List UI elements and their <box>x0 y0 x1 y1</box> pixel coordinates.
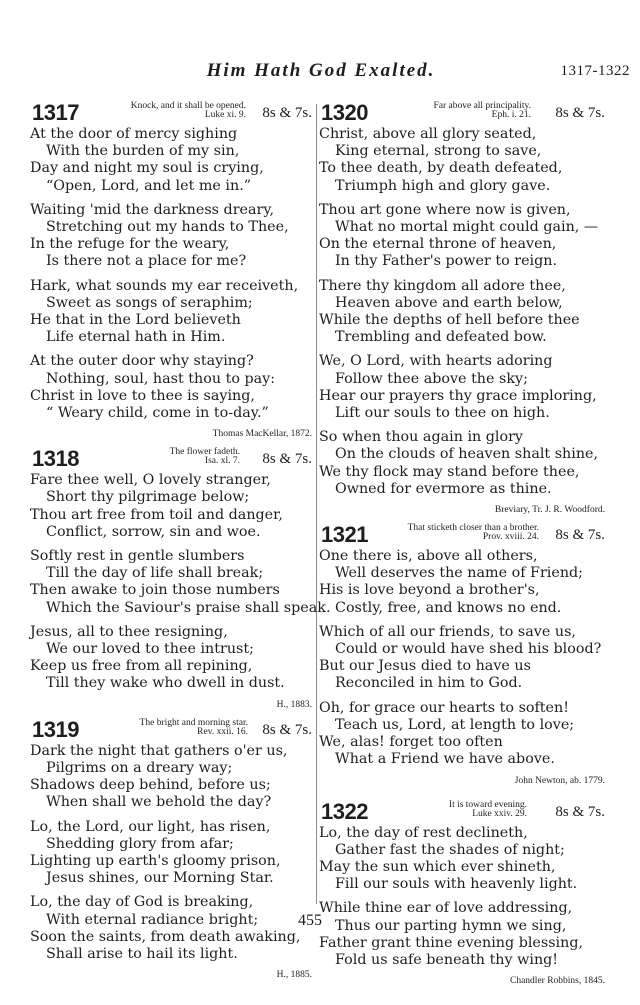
verse-line: Shedding glory from afar; <box>46 835 234 852</box>
hymn-header <box>30 717 312 743</box>
verse-line: Keep us free from all repining, <box>30 658 253 675</box>
verse-line: Shall arise to hail its light. <box>46 945 238 962</box>
verse-line: Which of all our friends, to save us, <box>319 623 576 640</box>
stanza <box>319 353 605 422</box>
scripture-reference: Eph. i. 21. <box>491 110 531 120</box>
verse-line: There thy kingdom all adore thee, <box>319 277 566 294</box>
verse-line: May the sun which ever shineth, <box>319 858 556 875</box>
caption-text: It is toward evening. <box>448 799 527 810</box>
hymn-header <box>30 446 312 472</box>
verse-line: “ Weary child, come in to-day.” <box>46 405 269 422</box>
column-divider <box>316 104 317 904</box>
hymn-meter: 8s & 7s. <box>262 105 312 121</box>
verse-line: Teach us, Lord, at length to love; <box>335 716 575 733</box>
verse-line: Till the day of life shall break; <box>46 565 264 582</box>
verse-line: We, alas! forget too often <box>319 734 503 751</box>
verse-line: Nothing, soul, hast thou to pay: <box>46 370 276 387</box>
verse-line: Gather fast the shades of night; <box>335 841 565 858</box>
stanza <box>319 278 605 347</box>
hymn-header <box>319 100 605 126</box>
running-title: Him Hath God Exalted. <box>206 60 436 81</box>
verse-line: We, O Lord, with hearts adoring <box>319 353 553 370</box>
caption-text: Knock, and it shall be opened. <box>130 101 246 111</box>
verse-line: Well deserves the name of Friend; <box>335 565 584 582</box>
stanza <box>30 819 312 888</box>
verse-line: Life eternal hath in Him. <box>46 329 226 346</box>
verse-line: One there is, above all others, <box>319 548 538 565</box>
stanza <box>319 126 605 195</box>
verse-line: Lo, the day of rest declineth, <box>319 824 528 841</box>
stanza <box>319 624 605 693</box>
scripture-reference: Luke xi. 9. <box>204 110 246 120</box>
stanza <box>319 429 605 498</box>
verse-line: On the eternal throne of heaven, <box>319 236 557 253</box>
hymn-number: 1317 <box>32 100 79 125</box>
verse-line: Heaven above and earth below, <box>335 294 563 311</box>
verse-line: Christ, above all glory seated, <box>319 126 537 142</box>
verse-line: So when thou again in glory <box>319 429 524 446</box>
stanza <box>319 548 605 617</box>
verse-line: But our Jesus died to have us <box>319 658 531 675</box>
verse-line: Oh, for grace our hearts to soften! <box>319 699 569 716</box>
verse-line: Fold us safe beneath thy wing! <box>335 951 559 968</box>
verse-line: Hark, what sounds my ear receiveth, <box>30 277 299 294</box>
hymn-meter: 8s & 7s. <box>262 721 312 738</box>
hymn-number: 1321 <box>321 522 368 548</box>
hymn-block <box>319 522 605 786</box>
hymn-number: 1318 <box>32 446 79 472</box>
verse-line: Lo, the day of God is breaking, <box>30 894 254 911</box>
verse-line: He that in the Lord believeth <box>30 312 241 329</box>
hymn-block <box>319 100 605 516</box>
verse-line: At the outer door why staying? <box>30 353 254 370</box>
verse-line: Pilgrims on a dreary way; <box>46 759 233 776</box>
hymn-range: 1317-1322 <box>560 63 630 79</box>
verse-line: Dark the night that gathers o'er us, <box>30 742 288 759</box>
verse-line: Owned for evermore as thine. <box>335 480 552 497</box>
verse-line: “Open, Lord, and let me in.” <box>46 177 252 194</box>
scripture-reference: Rev. xxii. 16. <box>197 726 248 737</box>
stanza <box>319 202 605 271</box>
verse-line: Could or would have shed his blood? <box>335 641 602 658</box>
stanza <box>30 353 312 422</box>
hymn-block <box>30 717 312 981</box>
hymn-scripture-caption <box>100 102 246 120</box>
verse-line: While the depths of hell before thee <box>319 312 580 329</box>
author-attribution: Thomas MacKellar, 1872. <box>212 429 312 440</box>
verse-line: Which the Saviour's praise shall speak. <box>46 599 331 616</box>
stanza <box>30 548 331 617</box>
verse-line: Lift our souls to thee on high. <box>335 405 550 422</box>
verse-line: With eternal radiance bright; <box>46 911 259 928</box>
stanza <box>30 126 312 195</box>
verse-line: Fill our souls with heavenly light. <box>335 876 578 893</box>
verse-line: We our loved to thee intrust; <box>46 641 254 658</box>
verse-line: Thou art free from toil and danger, <box>30 506 283 523</box>
verse-line: Jesus, all to thee resigning, <box>30 623 228 640</box>
hymn-header <box>319 799 605 825</box>
hymn-block <box>30 100 312 440</box>
right-column <box>319 100 605 987</box>
stanza <box>30 278 312 347</box>
verse-line: Then awake to join those numbers <box>30 582 280 599</box>
author-attribution: H., 1885. <box>276 970 312 981</box>
verse-line: Is there not a place for me? <box>46 253 247 270</box>
verse-line: Thus our parting hymn we sing, <box>335 917 567 934</box>
verse-line: Till they wake who dwell in dust. <box>46 675 285 692</box>
stanza <box>30 624 312 693</box>
verse-line: On the clouds of heaven shalt shine, <box>335 446 599 463</box>
verse-line: While thine ear of love addressing, <box>319 900 573 917</box>
hymn-scripture-caption <box>96 719 248 737</box>
verse-line: Softly rest in gentle slumbers <box>30 548 245 565</box>
stanza <box>30 202 312 271</box>
left-column <box>30 100 331 981</box>
verse-line: To thee death, by death defeated, <box>319 160 563 177</box>
verse-line: Soon the saints, from death awaking, <box>30 928 301 945</box>
verse-line: Waiting 'mid the darkness dreary, <box>30 201 275 218</box>
caption-text: That sticketh closer than a brother. <box>407 523 539 534</box>
hymn-scripture-caption <box>391 801 527 819</box>
verse-line: When shall we behold the day? <box>46 794 272 811</box>
verse-line: Trembling and defeated bow. <box>335 329 547 346</box>
verse-line: Stretching out my hands to Thee, <box>46 219 289 236</box>
verse-line: At the door of mercy sighing <box>30 126 238 142</box>
verse-line: In the refuge for the weary, <box>30 236 230 253</box>
verse-line: We thy flock may stand before thee, <box>319 463 580 480</box>
verse-line: Conflict, sorrow, sin and woe. <box>46 523 261 540</box>
verse-line: Shadows deep behind, before us; <box>30 777 271 794</box>
verse-line: Day and night my soul is crying, <box>30 160 264 177</box>
hymn-scripture-caption <box>371 524 539 542</box>
verse-line: With the burden of my sin, <box>46 143 240 160</box>
caption-text: The flower fadeth. <box>169 447 240 458</box>
hymn-number: 1320 <box>321 100 368 125</box>
verse-line: Triumph high and glory gave. <box>335 177 551 194</box>
verse-line: Christ in love to thee is saying, <box>30 387 255 404</box>
verse-line: Follow thee above the sky; <box>335 370 528 387</box>
verse-line: Father grant thine evening blessing, <box>319 934 584 951</box>
verse-line: What no mortal might could gain, — <box>335 219 599 236</box>
verse-line: What a Friend we have above. <box>335 751 555 768</box>
stanza <box>30 894 312 963</box>
hymn-meter: 8s & 7s. <box>555 803 605 820</box>
caption-text: The bright and morning star. <box>139 717 248 728</box>
verse-line: Jesus shines, our Morning Star. <box>46 870 274 887</box>
hymn-meter: 8s & 7s. <box>555 105 605 121</box>
stanza <box>30 472 312 541</box>
author-attribution: Breviary, Tr. J. R. Woodford. <box>494 505 605 516</box>
stanza <box>319 900 605 969</box>
author-attribution: John Newton, ab. 1779. <box>514 775 605 786</box>
hymn-meter: 8s & 7s. <box>262 451 312 468</box>
verse-line: Hear our prayers thy grace imploring, <box>319 387 597 404</box>
hymn-number: 1322 <box>321 798 368 824</box>
stanza <box>319 825 605 894</box>
hymn-number: 1319 <box>32 716 79 742</box>
verse-line: King eternal, strong to save, <box>335 143 542 160</box>
verse-line: In thy Father's power to reign. <box>335 253 558 270</box>
verse-line: His is love beyond a brother's, <box>319 582 540 599</box>
hymn-block <box>30 446 331 710</box>
author-attribution: H., 1883. <box>276 699 312 710</box>
scripture-reference: Isa. xl. 7. <box>204 456 240 467</box>
scripture-reference: Luke xxiv. 29. <box>472 808 527 819</box>
author-attribution: Chandler Robbins, 1845. <box>510 976 605 987</box>
hymn-scripture-caption <box>100 448 240 466</box>
hymn-meter: 8s & 7s. <box>555 527 605 544</box>
verse-line: Sweet as songs of seraphim; <box>46 294 253 311</box>
stanza <box>30 743 312 812</box>
stanza <box>319 700 605 769</box>
verse-line: Short thy pilgrimage below; <box>46 489 250 506</box>
verse-line: Fare thee well, O lovely stranger, <box>30 472 271 489</box>
hymn-scripture-caption <box>391 102 531 120</box>
verse-line: Reconciled in him to God. <box>335 675 523 692</box>
verse-line: Costly, free, and knows no end. <box>335 599 562 616</box>
hymn-header <box>319 522 605 548</box>
verse-line: Thou art gone where now is given, <box>319 201 571 218</box>
scripture-reference: Prov. xviii. 24. <box>482 532 539 543</box>
hymn-header <box>30 100 312 126</box>
verse-line: Lo, the Lord, our light, has risen, <box>30 818 271 835</box>
verse-line: Lighting up earth's gloomy prison, <box>30 852 281 869</box>
caption-text: Far above all principality. <box>433 101 531 111</box>
page-number: 455 <box>298 912 322 929</box>
hymn-block <box>319 799 605 988</box>
